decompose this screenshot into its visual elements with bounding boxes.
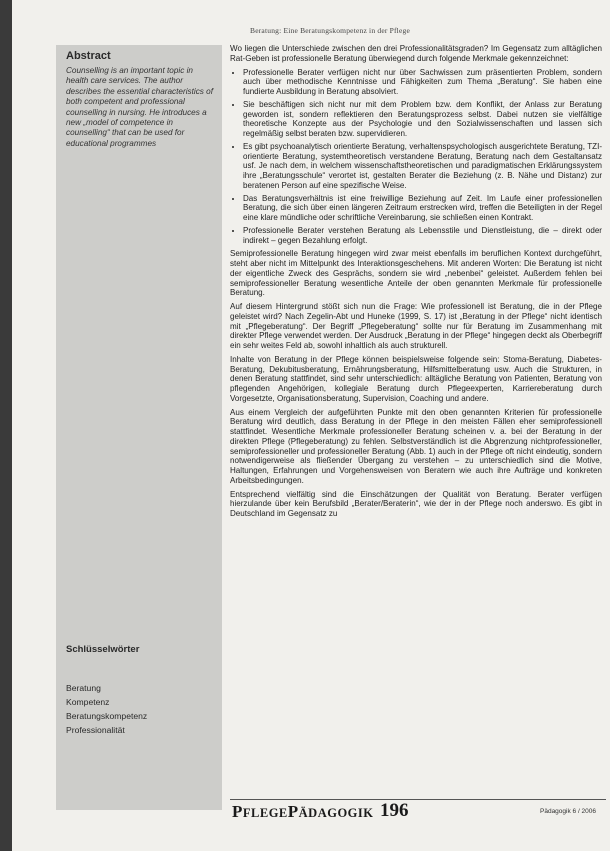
keyword-item: Beratungskompetenz [66, 711, 148, 721]
criteria-item: • Professionelle Berater verstehen Beratung als Lebensstile und Dienstleistung, die – direkt oder indirekt – gegen Bezahlung erfolgt. [243, 226, 602, 246]
criteria-item: • Sie beschäftigen sich nicht nur mit dem Problem bzw. dem Konflikt, der Anlass zur Beratung geworden ist, sondern reflektieren den Beratungsprozess selbst. Dabei nutzen sie vielfältige theoretische Konzepte aus der Psychologie und den Sozialwissenschaften und lassen sich regelmäßig selbst beraten bzw. supervidieren. [243, 100, 602, 139]
journal-initial: P [287, 802, 299, 821]
footer-rule [230, 799, 606, 800]
journal-initial: P [232, 802, 243, 821]
keyword-item: Kompetenz [66, 697, 110, 707]
keyword-item: Professionalität [66, 725, 125, 735]
keyword-item: Beratung [66, 683, 101, 693]
body-paragraph: Entsprechend vielfältig sind die Einschätzungen der Qualität von Beratung. Berater verfügen hierzulande über kein Berufsbild „Berater/Beraterin“, wie der in der Pflege noch anderswo. Es gibt in Deutschland im Gegensatz zu [230, 489, 602, 518]
criteria-item: • Es gibt psychoanalytisch orientierte Beratung, verhaltenspsychologisch ausgerichtete Beratung, TZI-orientierte Beratung, systemtheoretisch verstandene Beratung, Beratung nach dem Gestaltansatz usf. Je nach dem, in welchem wissenschaftstheoretischen und paradigmatischen Erklärungssystem ihre „Beratungsschule“ verortet ist, gestalten Berater die Beziehung (z. B. Nähe und Distanz) zur beratenen Person auf eine spezifische Weise. [243, 142, 602, 191]
scan-edge [0, 0, 12, 851]
criteria-list [230, 68, 602, 246]
journal-word: ÄDAGOGIK [298, 806, 374, 820]
keywords-list [66, 681, 147, 737]
article-body [230, 44, 602, 789]
journal-title [232, 802, 374, 822]
criteria-item: • Das Beratungsverhältnis ist eine freiwillige Beziehung auf Zeit. Im Laufe einer professionellen Beratung, die sich über einen längeren Zeitraum erstrecken wird, treffen die Beteiligten in der Regel eine klare mündliche oder schriftliche Vereinbarung, sie schließen einen Kontrakt. [243, 194, 602, 223]
abstract-text: Counselling is an important topic in health care services. The author describes the essential characteristics of both competent and professional counselling in nursing. He introduces a new „model of competence in counselling“ that can be used for educational programmes [66, 66, 213, 148]
body-paragraph: Auf diesem Hintergrund stößt sich nun die Frage: Wie professionell ist Beratung, die in der Pflege geleistet wird? Nach Zegelin-Abt und Huneke (1999, S. 17) ist „Beratung in der Pflege“ nicht identisch mit „Pflegeberatung“. Der Begriff „Pflegeberatung“ sollte nur für Beratung im Zusammenhang mit direkter Pflege verwendet werden. Der Ausdruck „Beratung in der Pflege“ hingegen deckt als Oberbegriff ein sehr weites Feld ab, sowohl inhaltlich als auch strukturell. [230, 302, 602, 350]
body-paragraph: Inhalte von Beratung in der Pflege können beispielsweise folgende sein: Stoma-Beratung, Diabetes-Beratung, Dekubitusberatung, Ernährungsberatung, Hilfsmittelberatung usw. Auch die Strukturen, in denen Beratung stattfindet, sind sehr unterschiedlich: alltägliche Beratung von Patienten, Beratung von pflegenden Angehörigen, kollegiale Beratung durch Pflegeexperten, Karriereberatung durch Vorgesetzte, Organisationsberatung, Supervision, Coaching und andere. [230, 354, 602, 403]
body-intro: Wo liegen die Unterschiede zwischen den drei Professionalitätsgraden? Im Gegensatz zum alltäglichen Rat-Geben ist professionelle Beratung überwiegend durch folgende Merkmale gekennzeichnet: [230, 44, 602, 63]
issue-number: 196 [380, 800, 409, 821]
footer-issue-info: Pädagogik 6 / 2006 [540, 808, 597, 815]
keywords-title: Schlüsselwörter [66, 644, 140, 655]
abstract-title: Abstract [66, 50, 111, 62]
body-paragraph: Aus einem Vergleich der aufgeführten Punkte mit den oben genannten Kriterien für professionelle Beratung wird deutlich, dass Beratung in der Pflege in den meisten Fällen eher semiprofessionell stattfindet. Wesentliche Merkmale professioneller Beratung scheinen v. a. bei der Beratung in der direkten Pflege (Pflegeberatung) zu fehlen. Selbstverständlich ist die Abgrenzung nichtprofessioneller, semiprofessioneller und professioneller Beratung (Abb. 1) auch in der Pflege oft nicht eindeutig, sondern notwendigerweise als fließender Übergang zu verstehen – zu unterschiedlich sind die Motive, Haltungen, Erfahrungen und Vorgehensweisen von Beratern wie auch ihre Aufträge und konkreten Arbeitsbedingungen. [230, 407, 602, 485]
journal-word: FLEGE [242, 806, 288, 820]
body-paragraph: Semiprofessionelle Beratung hingegen wird zwar meist ebenfalls im beruflichen Kontext durchgeführt, steht aber nicht im Mittelpunkt des Interaktionsgeschehens. Mit anderen Worten: Die Beratung ist nicht der eigentliche Zweck des Gesprächs, sondern sie wird „nebenbei“ geleistet. Außerdem fehlen bei semiprofessioneller Beratung wesentliche Anteile der oben genannten Merkmale für professionelle Beratung. [230, 249, 602, 298]
running-head: Beratung: Eine Beratungskompetenz in der Pflege [250, 26, 410, 35]
criteria-item: • Professionelle Berater verfügen nicht nur über Sachwissen zum präsentierten Problem, sondern auch über methodische Kenntnisse und Fähigkeiten zum Thema „Beratung“. Sie haben eine fundierte Ausbildung in Beratung absolviert. [243, 68, 602, 97]
